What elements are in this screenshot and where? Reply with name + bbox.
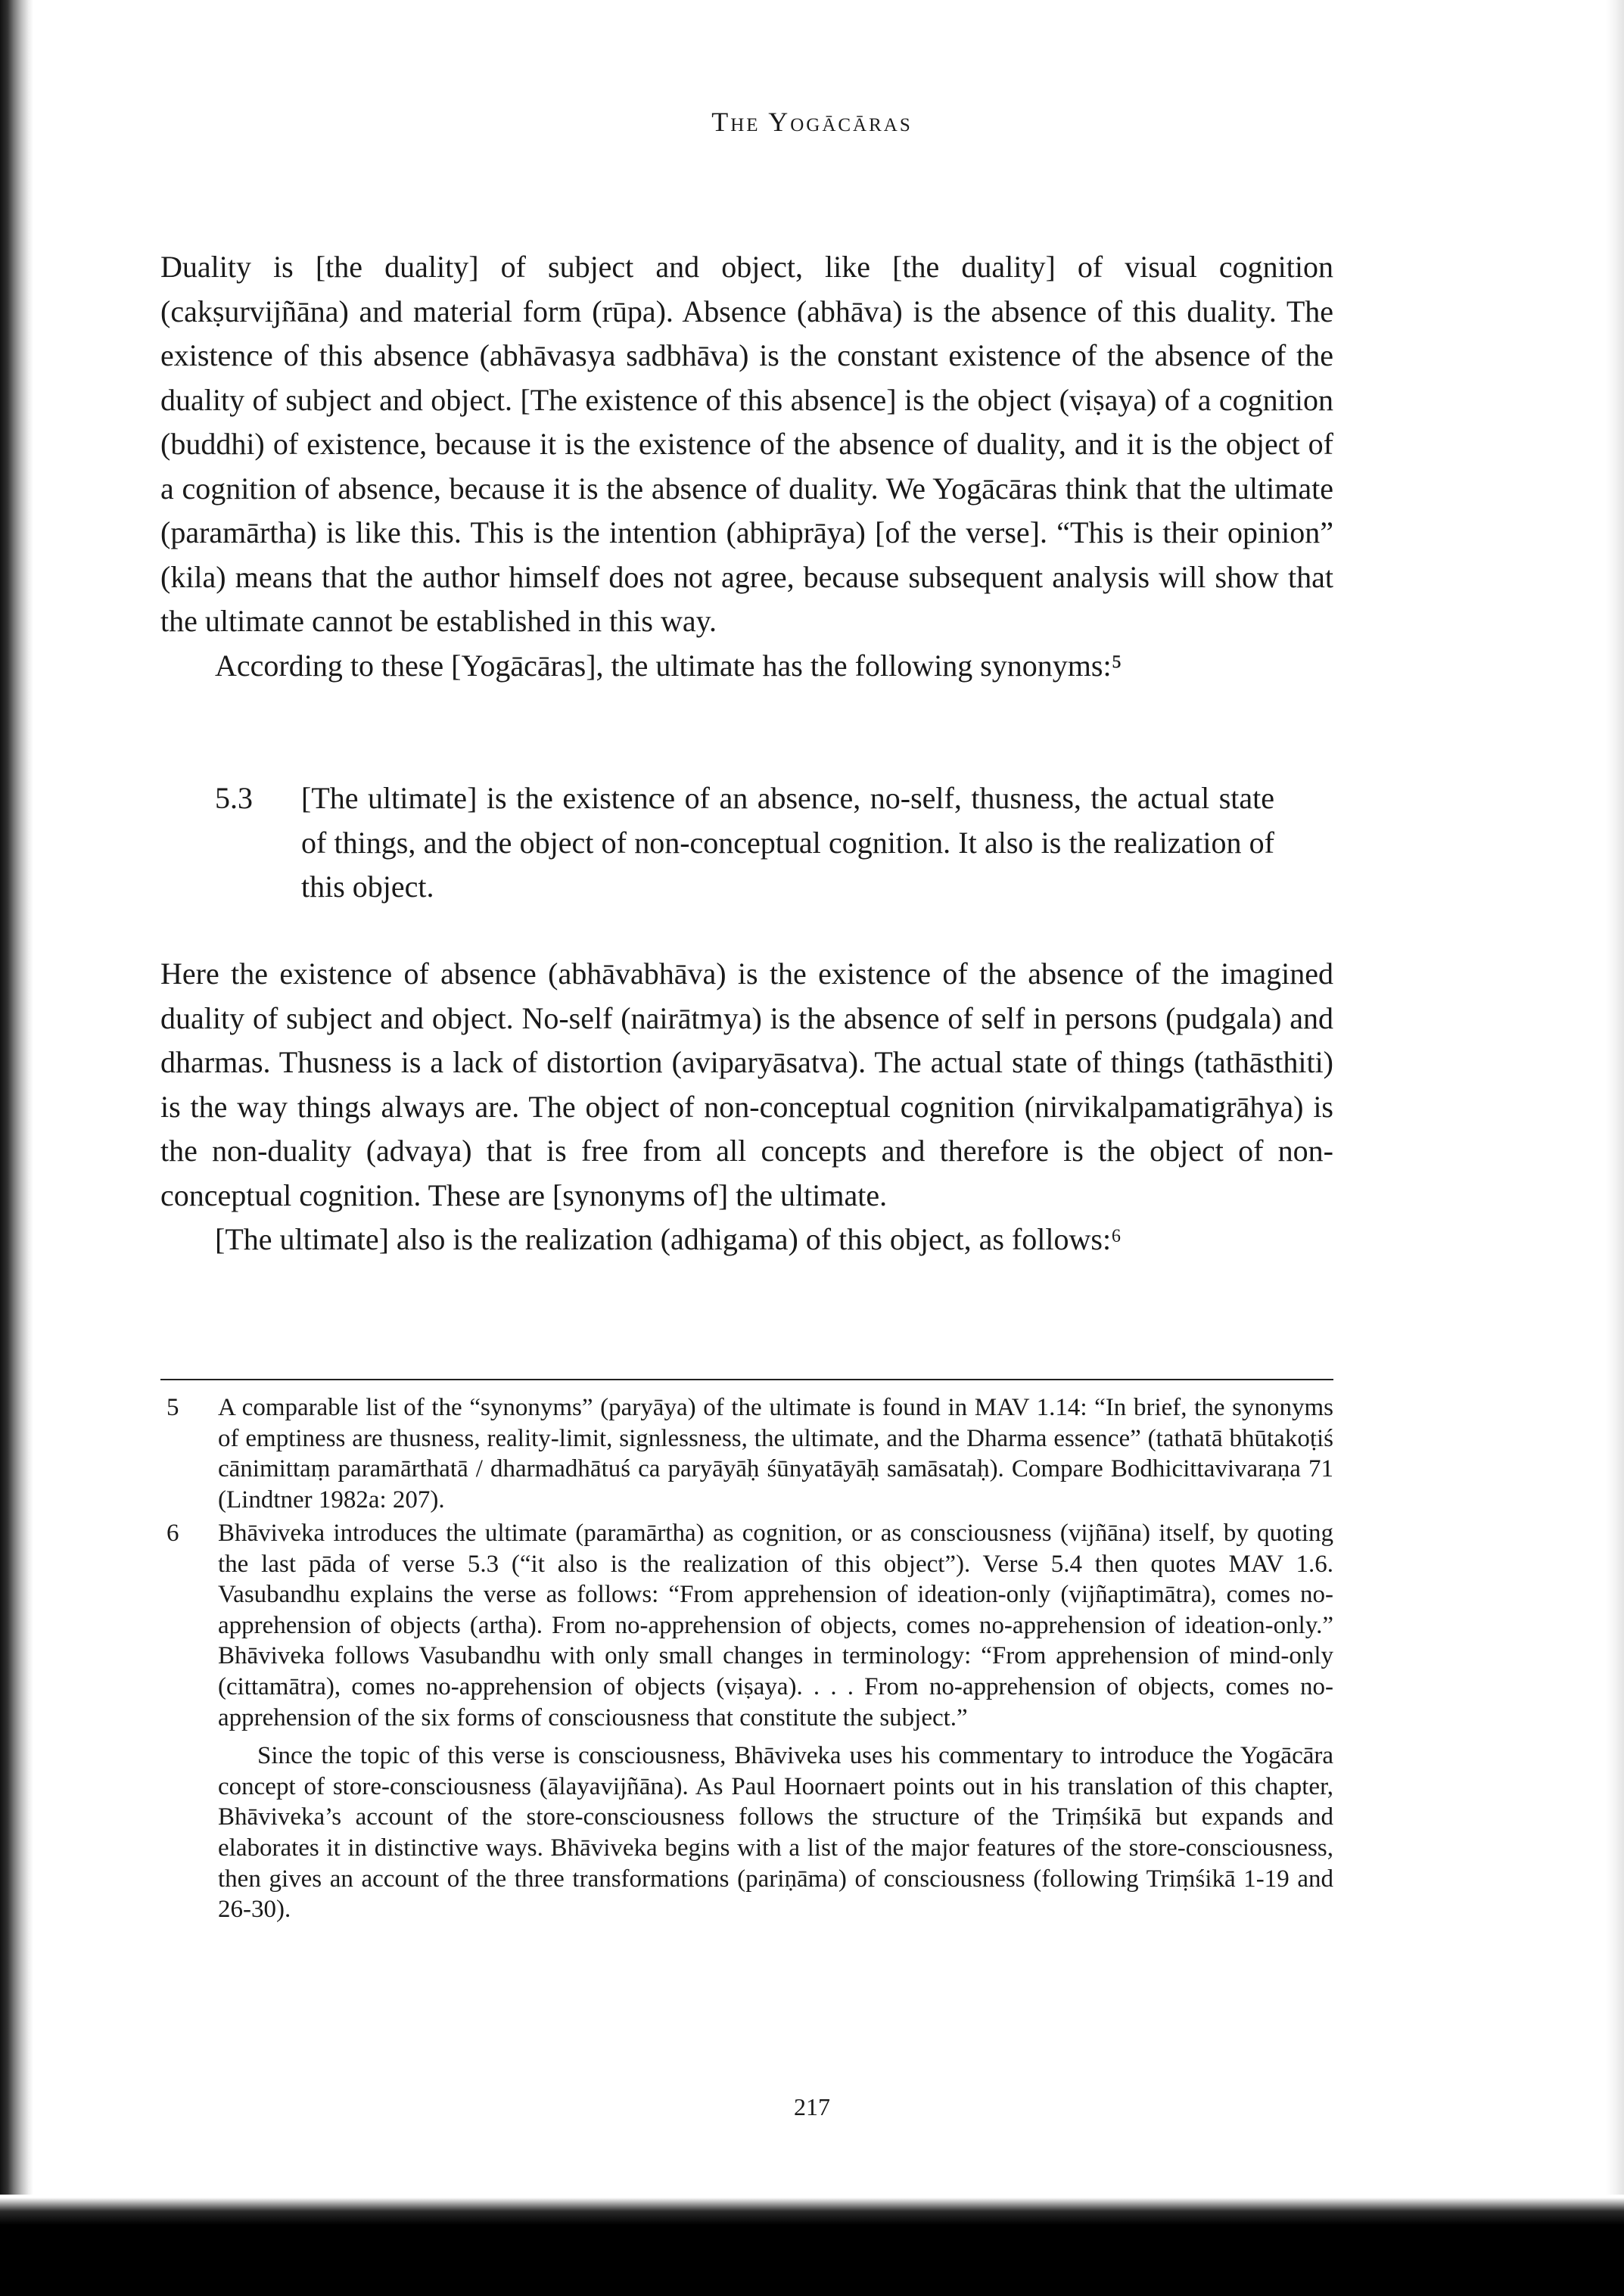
footnote-6: [160, 1518, 1333, 1933]
verse-number: 5.3: [215, 781, 253, 815]
verse-text: [The ultimate] is the existence of an absence, no-self, thusness, the actual state of things, and the object of non-conceptual cognition. It also is the realization of this object.: [301, 781, 1274, 904]
footnote-5: [160, 1392, 1333, 1523]
footnote-paragraph: Bhāviveka introduces the ultimate (paramārtha) as cognition, or as consciousness (vijñāna) itself, by quoting the last pāda of verse 5.3 (“it also is the realization of this object”). Verse 5.4 then quotes MAV 1.6. Vasubandhu explains the verse as follows: “From apprehension of ideation-only (vijñaptimātra), comes no-apprehension of objects (artha). From no-apprehension of objects, comes no-apprehension of ideation-only.” Bhāviveka follows Vasubandhu with only small changes in terminology: “From apprehension of mind-only (cittamātra), comes no-apprehension of objects (viṣaya). . . . From no-apprehension of objects, comes no-apprehension of the six forms of consciousness that constitute the subject.”: [218, 1520, 1333, 1731]
body-paragraph-1: Duality is [the duality] of subject and object, like [the duality] of visual cognition (cakṣurvijñāna) and material form (rūpa). Absence (abhāva) is the absence of this duality. The existence of this absence (abhāvasya sadbhāva) is the constant existence of the absence of the duality of subject and object. [The existence of this absence] is the object (viṣaya) of a cognition (buddhi) of existence, because it is the existence of the absence of duality, and it is the object of a cognition of absence, because it is the absence of duality. We Yogācāras think that the ultimate (paramārtha) is like this. This is the intention (abhiprāya) [of the verse]. “This is their opinion” (kila) means that the author himself does not agree, because subsequent analysis will show that the ultimate cannot be established in this way.: [160, 250, 1333, 638]
footnote-paragraph: Since the topic of this verse is consciousness, Bhāviveka uses his commentary to introduce the Yogācāra concept of store-consciousness (ālayavijñāna). As Paul Hoornaert points out in his translation of this chapter, Bhāviveka’s account of the store-consciousness follows the structure of the Triṃśikā but expands and elaborates it in distinctive ways. Bhāviveka begins with a list of the major features of the store-consciousness, then gives an account of the three transformations (pariṇāma) of consciousness (following Triṃśikā 1-19 and 26-30).: [218, 1742, 1333, 1924]
verse-block: [215, 776, 1274, 910]
page-number: 217: [794, 2093, 830, 2120]
footnote-number: 5: [166, 1394, 179, 1421]
running-head: The Yogācāras: [711, 107, 913, 137]
body-paragraph-3: Here the existence of absence (abhāvabhāva) is the existence of the absence of the imagined duality of subject and object. No-self (nairātmya) is the absence of self in persons (pudgala) and dharmas. Thusness is a lack of distortion (aviparyāsatva). The actual state of things (tathāsthiti) is the way things always are. The object of non-conceptual cognition (nirvikalpamatigrāhya) is the non-duality (advaya) that is free from all concepts and therefore is the object of non-conceptual cognition. These are [synonyms of] the ultimate.: [160, 957, 1333, 1212]
main-text-top: [160, 245, 1333, 688]
body-paragraph-4: [The ultimate] also is the realization (adhigama) of this object, as follows:⁶: [215, 1222, 1122, 1256]
body-paragraph-2: According to these [Yogācāras], the ultimate has the following synonyms:⁵: [215, 648, 1122, 683]
main-text-bottom: [160, 952, 1333, 1262]
footnote-paragraph: A comparable list of the “synonyms” (paryāya) of the ultimate is found in MAV 1.14: “In brief, the synonyms of emptiness are thusness, reality-limit, signlessness, the ultimate, and the Dharma essence” (tathatā bhūtakoṭiś cānimittaṃ paramārthatā / dharmadhātuś ca paryāyāḥ śūnyatāyāḥ samāsataḥ). Compare Bodhicittavivaraṇa 71 (Lindtner 1982a: 207).: [218, 1394, 1333, 1514]
footnote-number: 6: [166, 1520, 179, 1547]
footnote-rule: [160, 1379, 1333, 1380]
scan-left-edge: [0, 0, 33, 2195]
scan-right-edge: [1606, 0, 1624, 2195]
scan-bottom-edge: [0, 2198, 1624, 2296]
